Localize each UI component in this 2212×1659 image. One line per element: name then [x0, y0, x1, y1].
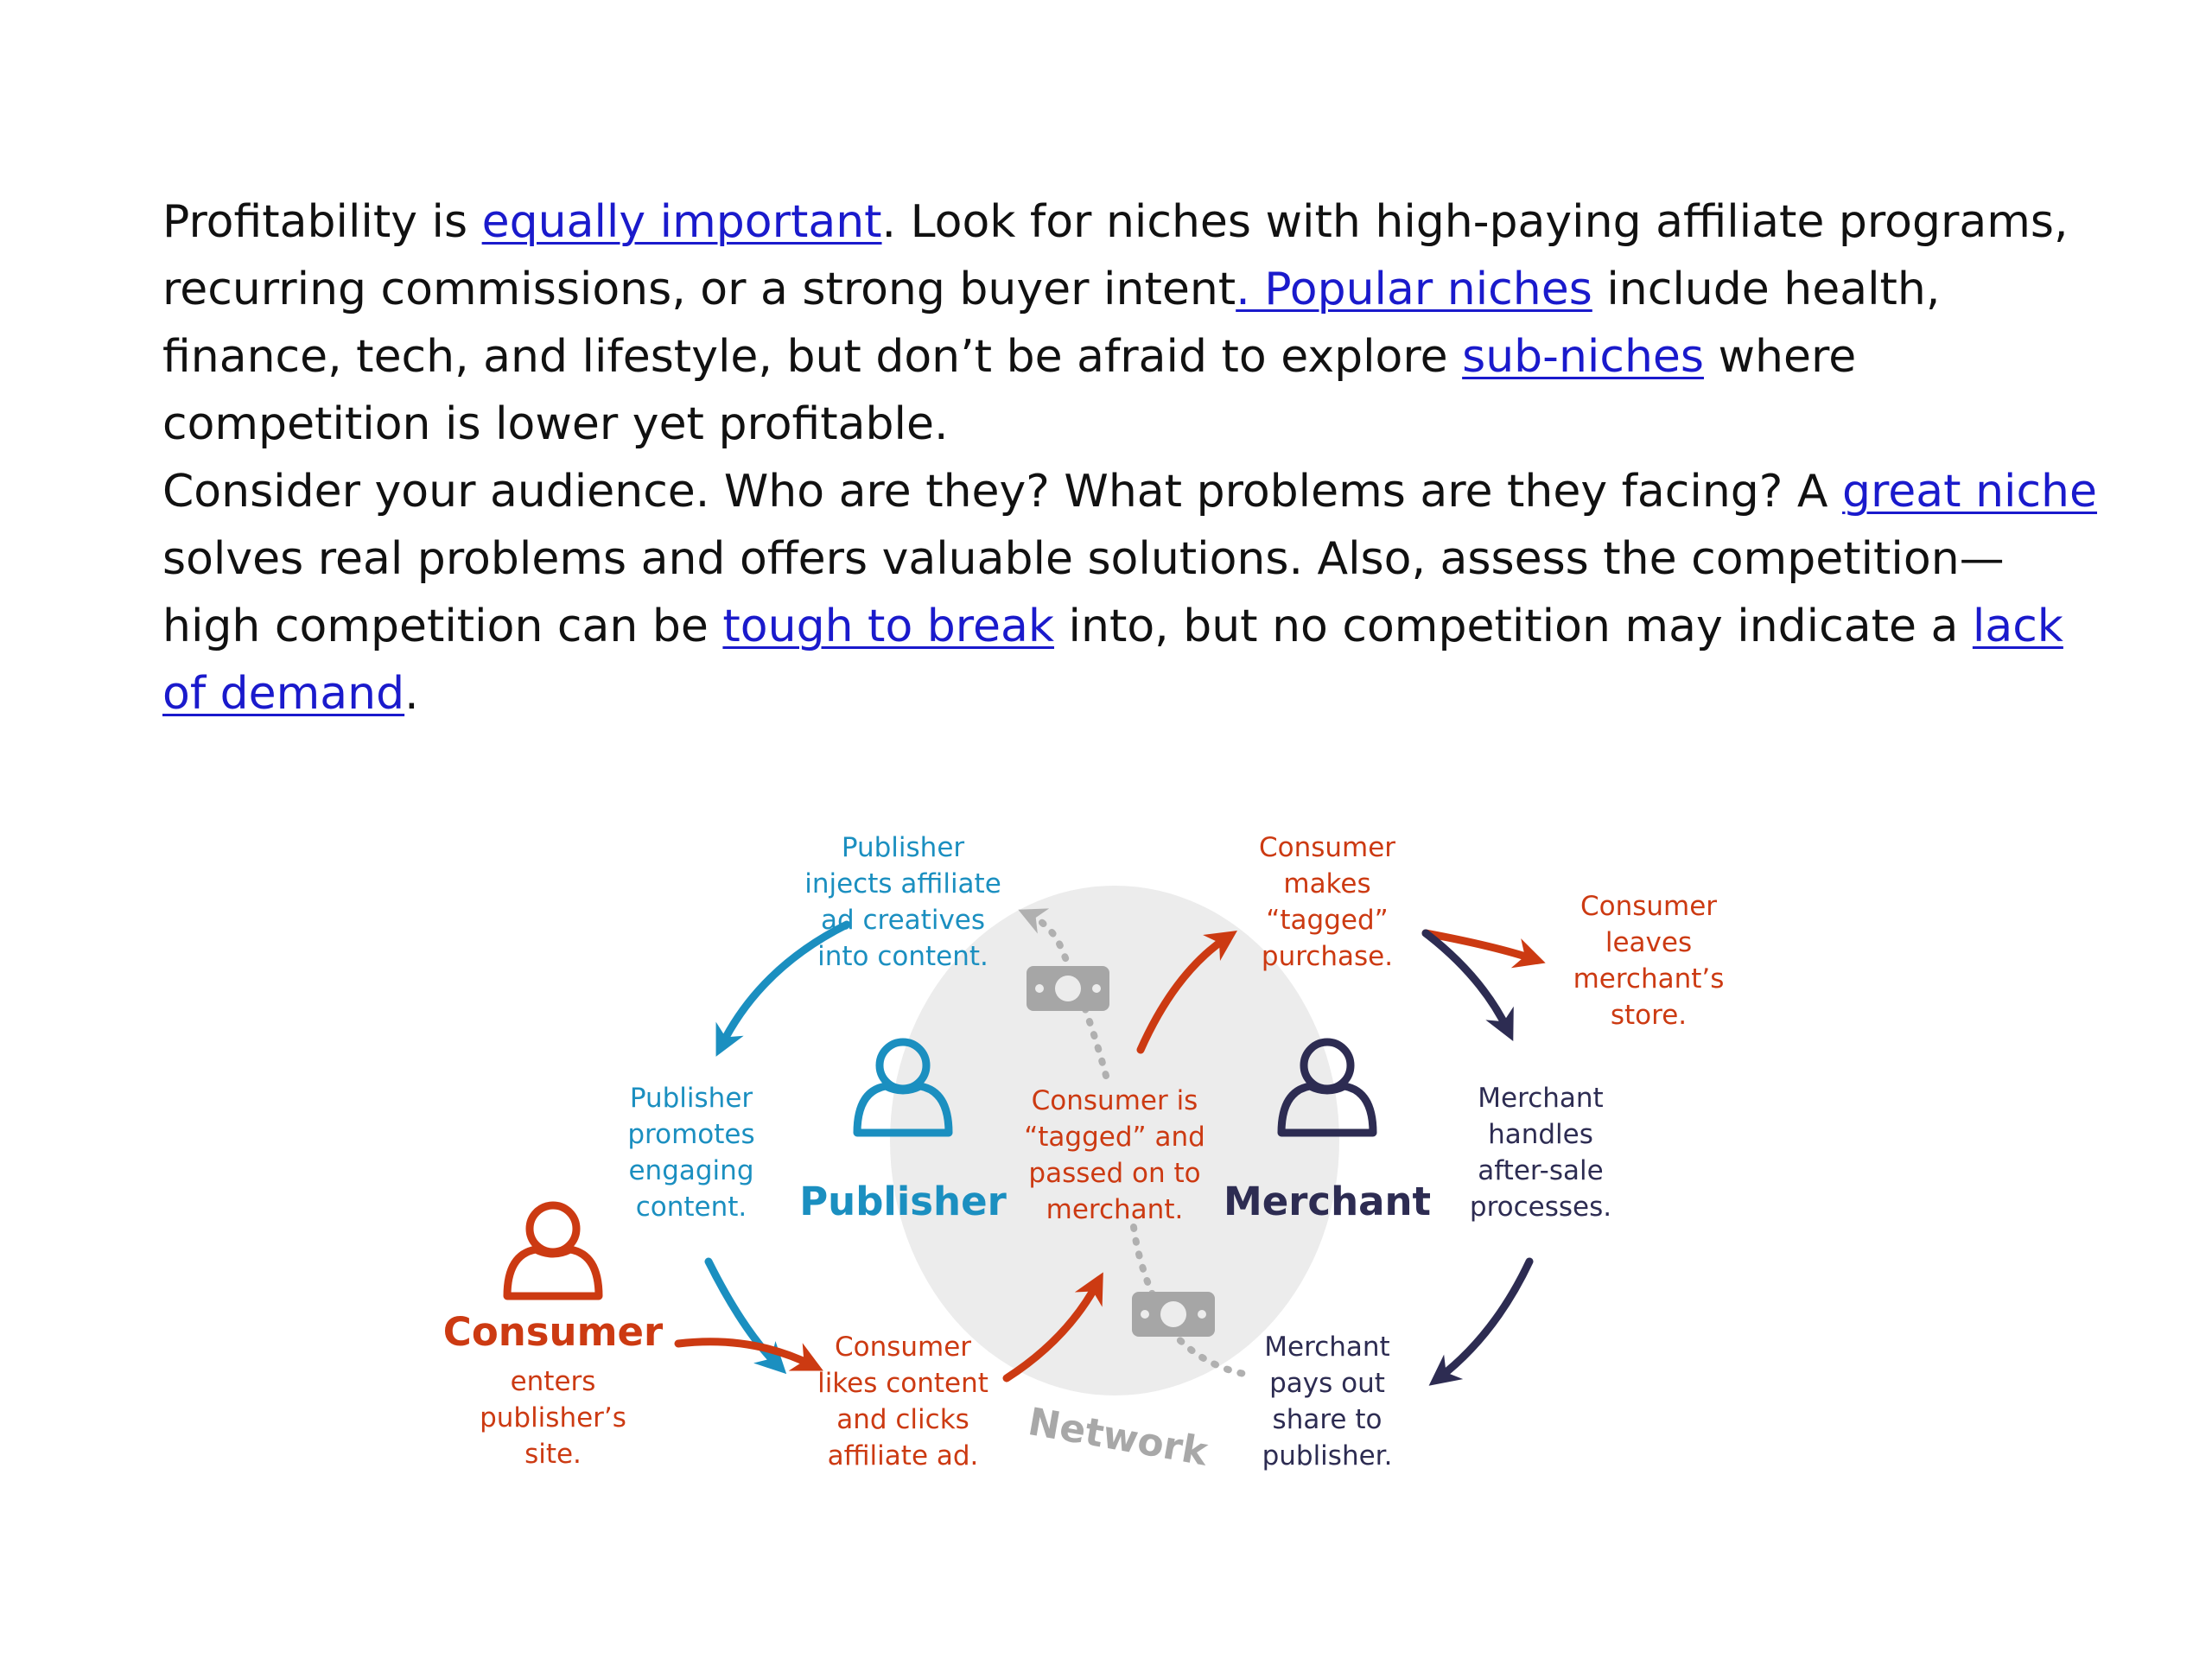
text-run: . Look for niches with high-paying affiliate programs, recurring commissions, or a strong buyer intent	[162, 196, 2069, 315]
step-merchant-pays: Merchant pays out share to publisher.	[1262, 1332, 1393, 1471]
paragraph-audience	[162, 458, 2098, 728]
step-merchant-handles: Merchant handles after-sale processes.	[1469, 1083, 1612, 1223]
link-popular-niches[interactable]: . Popular niches	[1236, 264, 1592, 315]
consumer-label: Consumer	[442, 1309, 664, 1355]
step-publisher-injects: Publisher injects affiliate ad creatives into content.	[804, 832, 1001, 972]
text-run: Consider your audience. Who are they? What problems are they facing? A	[162, 466, 1843, 518]
arrow-to-merchant-pays	[1439, 1262, 1529, 1378]
step-publisher-promotes: Publisher promotes engaging content.	[627, 1083, 755, 1223]
money-icon	[1132, 1292, 1215, 1337]
step-consumer-leaves: Consumer leaves merchant’s store.	[1573, 891, 1725, 1031]
affiliate-marketing-diagram	[432, 812, 1849, 1503]
step-consumer-likes: Consumer likes content and clicks affiliate ad.	[817, 1332, 988, 1471]
merchant-label: Merchant	[1223, 1179, 1432, 1224]
paragraph-profitability	[162, 188, 2098, 458]
link-great-niche[interactable]: great niche	[1842, 466, 2098, 518]
arrow-consumer-to-likes	[678, 1342, 812, 1365]
link-equally-important[interactable]: equally important	[481, 196, 882, 248]
link-lack-of-demand[interactable]: lack of demand	[162, 601, 2063, 720]
text-run: solves real problems and offers valuable solutions. Also, assess the competition—high competition can be	[162, 533, 2005, 652]
network-label: Network	[1025, 1400, 1211, 1475]
text-run: where competition is lower yet profitable.	[162, 331, 1857, 450]
link-sub-niches[interactable]: sub-niches	[1462, 331, 1704, 383]
step-consumer-makes-purchase: Consumer makes “tagged” purchase.	[1258, 832, 1396, 972]
text-run: include health, finance, tech, and lifestyle, but don’t be afraid to explore	[162, 264, 1941, 383]
step-consumer-enters: enters publisher’s site.	[480, 1366, 626, 1470]
publisher-label: Publisher	[799, 1179, 1007, 1224]
text-run: Profitability is	[162, 196, 482, 248]
consumer-person-icon	[507, 1205, 599, 1296]
text-run: .	[404, 668, 419, 720]
step-consumer-tagged: Consumer is “tagged” and passed on to merchant.	[1024, 1085, 1205, 1225]
link-tough-to-break[interactable]: tough to break	[722, 601, 1055, 652]
money-icon	[1027, 966, 1109, 1011]
text-run: into, but no competition may indicate a	[1054, 601, 1973, 652]
body-text	[162, 188, 2098, 728]
